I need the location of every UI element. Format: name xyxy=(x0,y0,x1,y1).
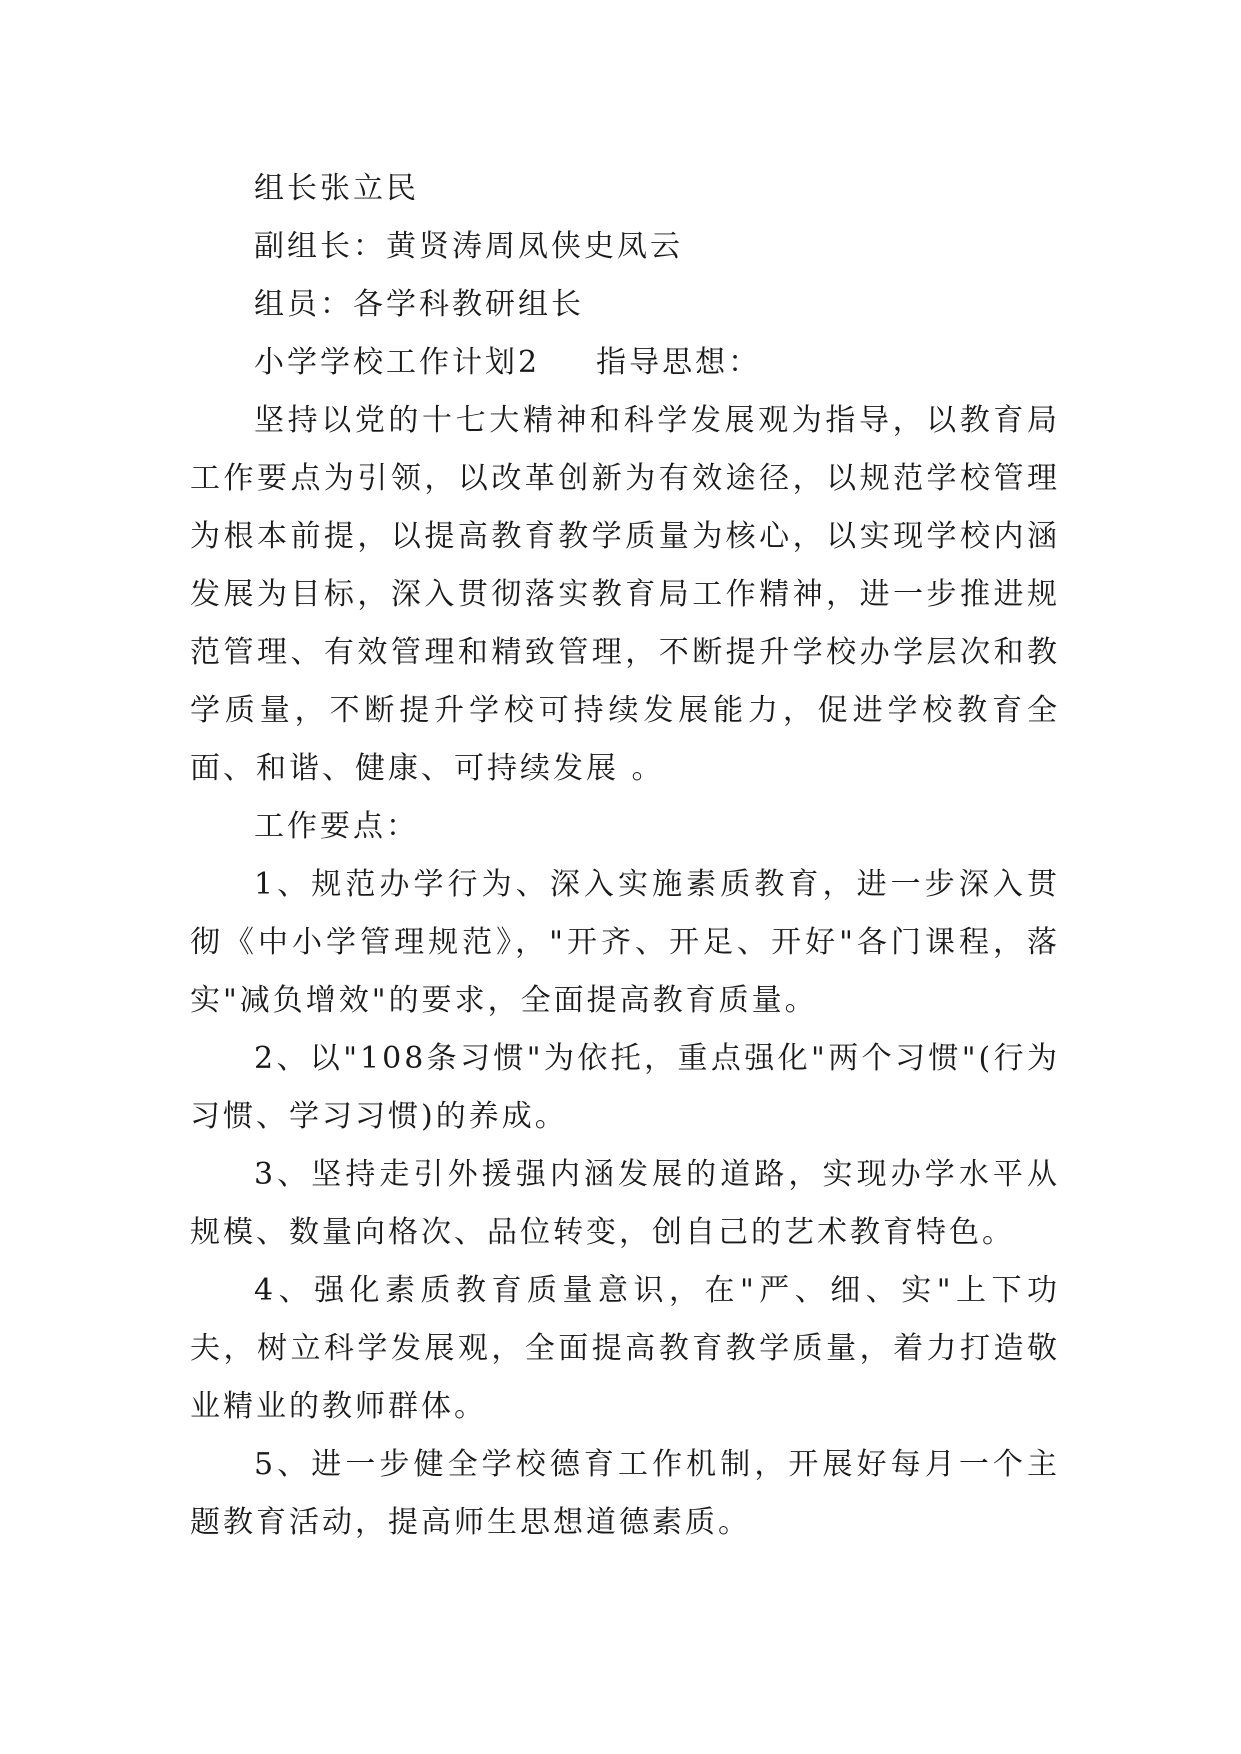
key-points-heading: 工作要点： xyxy=(254,809,419,844)
plan-heading-line xyxy=(190,334,1060,392)
key-point-3: 3、坚持走引外援强内涵发展的道路，实现办学水平从规模、数量向格次、品位转变，创自己的艺术教育特色。 xyxy=(190,1157,1060,1250)
document-body xyxy=(190,160,1060,1552)
key-point-2: 2、以"108条习惯"为依托，重点强化"两个习惯"(行为习惯、学习习惯)的养成。 xyxy=(190,1041,1060,1134)
key-point-4: 4、强化素质教育质量意识，在"严、细、实"上下功夫，树立科学发展观，全面提高教育教学质量，着力打造敬业精业的教师群体。 xyxy=(190,1273,1060,1424)
group-leader-line: 组长张立民 xyxy=(254,171,419,206)
guiding-ideology-heading: 指导思想： xyxy=(596,345,762,380)
deputy-leader-line: 副组长：黄贤涛周凤侠史凤云 xyxy=(254,229,683,264)
guiding-ideology-paragraph: 坚持以党的十七大精神和科学发展观为指导，以教育局工作要点为引领，以改革创新为有效途径，以规范学校管理为根本前提，以提高教育教学质量为核心，以实现学校内涵发展为目标，深入贯彻落实教育局工作精神，进一步推进规范管理、有效管理和精致管理，不断提升学校办学层次和教学质量，不断提升学校可持续发展能力，促进学校教育全面、和谐、健康、可持续发展 。 xyxy=(190,403,1060,786)
key-point-5: 5、进一步健全学校德育工作机制，开展好每月一个主题教育活动，提高师生思想道德素质。 xyxy=(190,1447,1060,1540)
key-point-1: 1、规范办学行为、深入实施素质教育，进一步深入贯彻《中小学管理规范》，"开齐、开足、开好"各门课程，落实"减负增效"的要求，全面提高教育质量。 xyxy=(190,867,1060,1018)
group-members-line: 组员：各学科教研组长 xyxy=(254,287,584,322)
plan-title: 小学学校工作计划2 xyxy=(254,345,541,380)
